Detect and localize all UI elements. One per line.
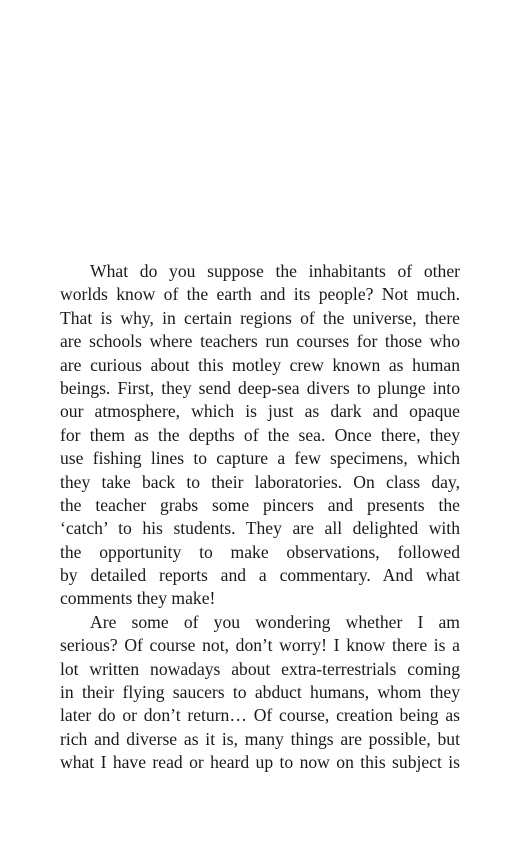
paragraph-1-line-8: for them as the depths of the sea. Once there, they xyxy=(60,424,460,445)
paragraph-1-line-11: the teacher grabs some pincers and presents the xyxy=(60,494,460,515)
paragraph-2-line-2: serious? Of course not, don’t worry! I know there is a xyxy=(60,635,460,656)
paragraph-2-line-3: lot written nowadays about extra-terrestrials coming xyxy=(60,658,460,679)
body-text xyxy=(60,260,460,775)
paragraph-1-line-6: beings. First, they send deep-sea divers to plunge into xyxy=(60,377,460,398)
paragraph-1-line-5: are curious about this motley crew known as human xyxy=(60,354,460,375)
paragraph-2-line-5: later do or don’t return… Of course, creation being as xyxy=(60,705,460,726)
paragraph-2-line-7: what I have read or heard up to now on this subject is xyxy=(60,752,460,773)
paragraph-1-line-12: ‘catch’ to his students. They are all delighted with xyxy=(60,518,460,539)
paragraph-2-line-1: Are some of you wondering whether I am xyxy=(90,611,460,632)
paragraph-2-line-4: in their flying saucers to abduct humans, whom they xyxy=(60,682,460,703)
paragraph-1-line-4: are schools where teachers run courses for those who xyxy=(60,331,460,352)
paragraph-1-line-10: they take back to their laboratories. On class day, xyxy=(60,471,460,492)
paragraph-2-line-6: rich and diverse as it is, many things are possible, but xyxy=(60,728,460,749)
paragraph-1-line-13: the opportunity to make observations, followed xyxy=(60,541,460,562)
paragraph-1-line-1: What do you suppose the inhabitants of other xyxy=(90,261,460,281)
paragraph-1-line-9: use fishing lines to capture a few specimens, which xyxy=(60,448,460,469)
paragraph-1-line-2: worlds know of the earth and its people? Not much. xyxy=(60,284,460,305)
paragraph-1-line-14: by detailed reports and a commentary. And what xyxy=(60,565,460,586)
paragraph-1-line-15: comments they make! xyxy=(60,588,216,609)
paragraph-1-line-3: That is why, in certain regions of the universe, there xyxy=(60,307,460,328)
paragraph-1-line-7: our atmosphere, which is just as dark and opaque xyxy=(60,401,460,422)
